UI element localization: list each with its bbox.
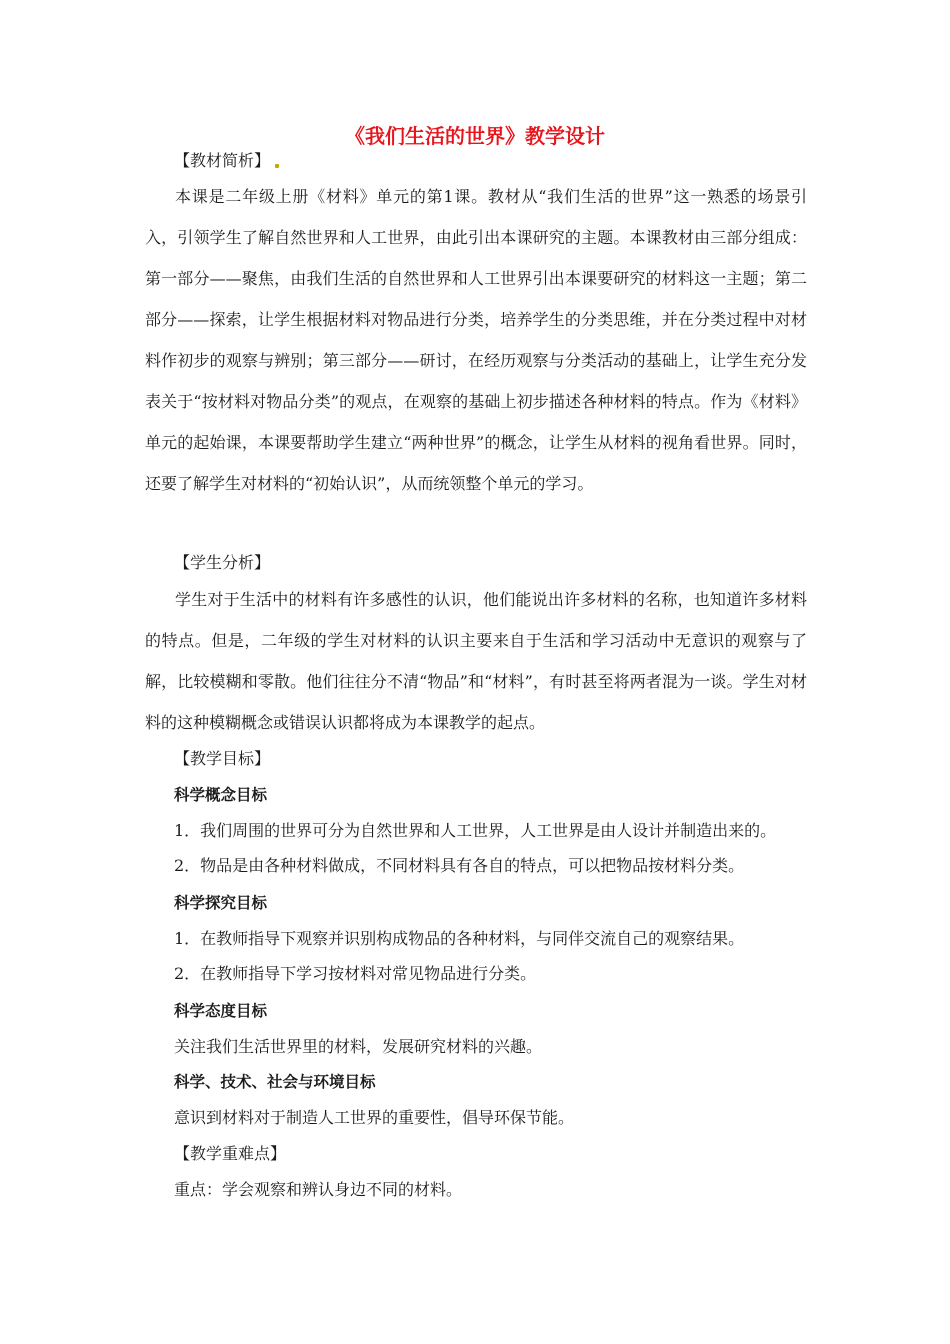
- stse-goals-label: 科学、技术、社会与环境目标: [174, 1073, 376, 1091]
- stray-mark: [275, 164, 279, 168]
- section-heading-teaching-goals: 【教学目标】: [174, 749, 271, 768]
- stse-goal-text: 意识到材料对于制造人工世界的重要性，倡导环保节能。: [174, 1108, 575, 1127]
- document-title: 《我们生活的世界》教学设计: [345, 124, 605, 148]
- concept-goal-item-1: 1．我们周围的世界可分为自然世界和人工世界，人工世界是由人设计并制造出来的。: [174, 821, 777, 840]
- material-analysis-paragraph: 本课是二年级上册《材料》单元的第1课。教材从“我们生活的世界”这一熟悉的场景引入，引领学生了解自然世界和人工世界，由此引出本课研究的主题。本课教材由三部分组成：第一部分——聚焦，由我们生活的自然世界和人工世界引出本课要研究的材料这一主题；第二部分——探索，让学生根据材料对物品进行分类，培养学生的分类思维，并在分类过程中对材料作初步的观察与辨别；第三部分——研讨，在经历观察与分类活动的基础上，让学生充分发表关于“按材料对物品分类”的观点，在观察的基础上初步描述各种材料的特点。作为《材料》单元的起始课，本课要帮助学生建立“两种世界”的概念，让学生从材料的视角看世界。同时，还要了解学生对材料的“初始认识”，从而统领整个单元的学习。: [145, 187, 807, 493]
- attitude-goals-label: 科学态度目标: [174, 1002, 268, 1020]
- inquiry-goal-item-1: 1．在教师指导下观察并识别构成物品的各种材料，与同伴交流自己的观察结果。: [174, 929, 745, 948]
- student-analysis-paragraph: 学生对于生活中的材料有许多感性的认识，他们能说出许多材料的名称，也知道许多材料的特点。但是，二年级的学生对材料的认识主要来自于生活和学习活动中无意识的观察与了解，比较模糊和零散。他们往往分不清“物品”和“材料”，有时甚至将两者混为一谈。学生对材料的这种模糊概念或错误认识都将成为本课教学的起点。: [145, 590, 807, 732]
- concept-goal-item-2: 2．物品是由各种材料做成，不同材料具有各自的特点，可以把物品按材料分类。: [174, 856, 745, 875]
- inquiry-goals-label: 科学探究目标: [174, 894, 268, 912]
- concept-goals-label: 科学概念目标: [174, 786, 268, 804]
- section-heading-key-points: 【教学重难点】: [174, 1144, 287, 1163]
- inquiry-goal-item-2: 2．在教师指导下学习按材料对常见物品进行分类。: [174, 964, 537, 983]
- attitude-goal-text: 关注我们生活世界里的材料，发展研究材料的兴趣。: [174, 1037, 543, 1056]
- key-point-focus: 重点：学会观察和辨认身边不同的材料。: [174, 1180, 463, 1199]
- section-heading-student-analysis: 【学生分析】: [174, 553, 271, 572]
- section-heading-material-analysis: 【教材简析】: [174, 151, 271, 170]
